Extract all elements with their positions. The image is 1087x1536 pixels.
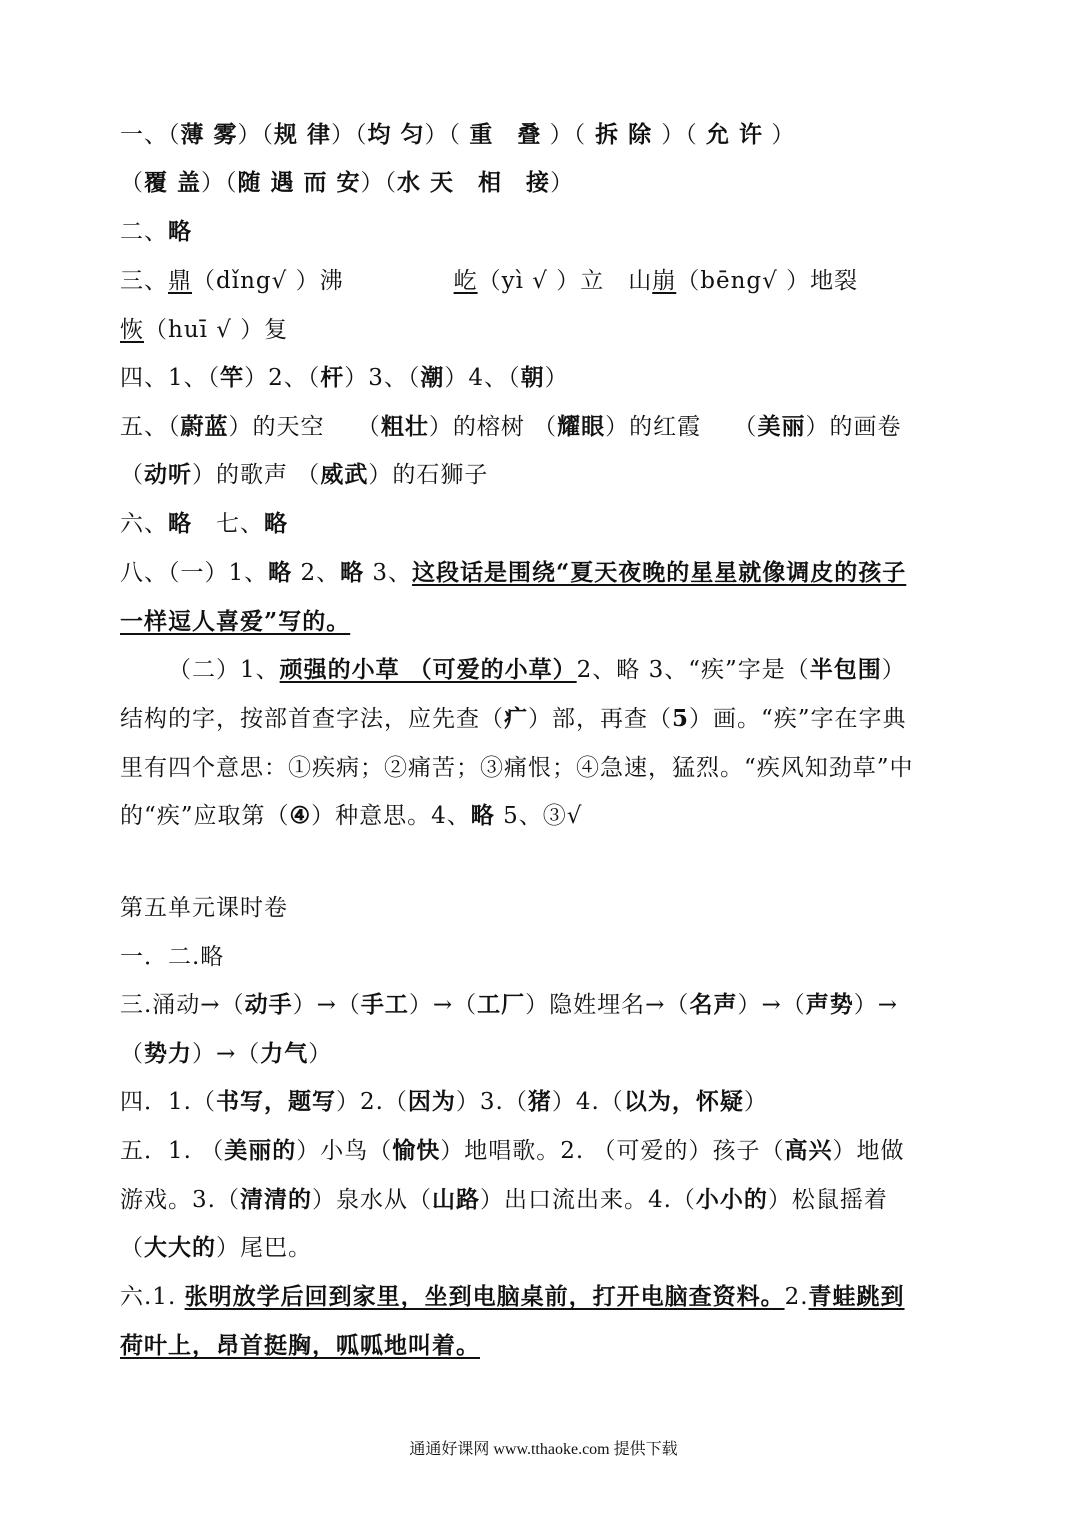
answer-text: 威武	[320, 461, 369, 488]
answer-underlined: 崩	[652, 268, 677, 294]
answer-text: 工厂	[477, 991, 526, 1018]
answer-text: 疒	[504, 705, 528, 732]
text-line	[120, 1039, 332, 1069]
text-segment: ）松鼠摇着	[767, 1187, 888, 1213]
answer-text: 均 匀	[367, 121, 425, 148]
text-segment: ）的天空 （	[228, 414, 381, 440]
text-segment: ）	[763, 122, 796, 148]
text-segment: ）（	[237, 122, 275, 148]
text-segment: 第五单元课时卷	[120, 895, 288, 921]
text-segment: 四．1.（	[120, 1089, 216, 1115]
text-segment: ）3.（	[455, 1089, 528, 1115]
text-line	[120, 893, 288, 923]
text-line	[120, 266, 858, 296]
text-line	[120, 217, 192, 247]
text-segment: （yì √ ）立 山	[477, 268, 653, 294]
answer-text: 允 许	[706, 121, 764, 148]
page-footer: 通通好课网 www.tthaoke.com 提供下载	[409, 1441, 678, 1458]
text-segment: 五、（	[120, 414, 181, 440]
answer-text: 大大的	[144, 1234, 216, 1261]
answer-text: 动手	[244, 991, 293, 1018]
answer-text: 动听	[144, 461, 192, 488]
answer-text: 略	[264, 510, 288, 537]
text-line	[120, 1331, 480, 1361]
answer-text: 书写，题写	[215, 1088, 336, 1115]
text-segment: 五．1. （	[120, 1138, 225, 1164]
text-segment: ）→（	[737, 992, 806, 1018]
text-segment: 六、	[120, 511, 168, 537]
answer-text: 手工	[360, 991, 409, 1018]
answer-text: 半包围	[809, 656, 882, 683]
answer-text: 规 律	[274, 121, 332, 148]
text-line	[120, 120, 795, 150]
text-line	[120, 607, 350, 637]
text-segment: 七、	[192, 511, 264, 537]
answer-text: 清清的	[239, 1186, 312, 1213]
text-segment: ）4、（	[444, 365, 521, 391]
answer-text: 名声	[689, 991, 738, 1018]
text-line	[120, 1136, 905, 1166]
text-segment: ）3、（	[344, 365, 421, 391]
answer-underlined: 青蛙跳到	[808, 1283, 905, 1310]
text-segment: ）画。“疾”字在字典	[689, 706, 907, 732]
text-segment: 游戏。3.（	[120, 1187, 240, 1213]
answer-text: 随 遇 而 安	[237, 169, 361, 196]
text-segment: 5、③√	[494, 803, 583, 829]
text-segment: （二）1、	[168, 657, 280, 683]
text-segment: 2、略 3、“疾”字是（	[576, 657, 810, 683]
text-segment: 一．二.略	[120, 944, 225, 970]
answer-text: 力气	[260, 1040, 309, 1067]
text-segment: ）4.（	[551, 1089, 624, 1115]
text-segment: 2.	[784, 1284, 809, 1310]
answer-underlined: 顽强的小草 （可爱的小草）	[279, 656, 577, 683]
text-segment: ）（	[541, 122, 587, 148]
answer-text: 粗壮	[380, 413, 429, 440]
text-segment: 3、	[364, 560, 413, 586]
text-segment: ）小鸟（	[296, 1138, 393, 1164]
answer-text: 覆 盖	[144, 169, 202, 196]
answer-text: 蔚蓝	[180, 413, 229, 440]
text-segment: 二、	[120, 219, 168, 245]
answer-text: 略	[340, 559, 365, 586]
answer-text: 杆	[320, 364, 345, 391]
answer-text: 势力	[144, 1040, 192, 1067]
text-segment: （dǐng√ ）沸	[192, 268, 344, 294]
answer-text: ④	[289, 802, 312, 829]
text-line	[120, 363, 569, 393]
text-segment: ）隐姓埋名→（	[525, 992, 690, 1018]
text-segment: 三、	[120, 268, 168, 294]
text-segment: ）尾巴。	[216, 1235, 312, 1261]
text-segment: 六.1.	[120, 1284, 185, 1310]
answer-text: 竿	[220, 364, 245, 391]
text-line	[120, 315, 288, 345]
answer-underlined: 荷叶上，昂首挺胸，呱呱地叫着。	[120, 1332, 480, 1359]
answer-underlined: 张明放学后回到家里，坐到电脑桌前，打开电脑查资料。	[184, 1283, 785, 1310]
text-segment: ）（	[360, 170, 398, 196]
text-segment: 八、（一）1、	[120, 560, 269, 586]
text-line	[120, 753, 914, 783]
answer-text: 高兴	[784, 1137, 833, 1164]
text-segment: ）	[544, 365, 569, 391]
text-segment: 的“疾”应取第（	[120, 803, 290, 829]
text-line	[168, 655, 906, 685]
answer-text: 略	[470, 802, 495, 829]
answer-text: 潮	[420, 364, 445, 391]
answer-text: 以为，怀疑	[623, 1088, 744, 1115]
text-line	[120, 558, 906, 588]
text-line	[120, 509, 288, 539]
text-segment: ）→（	[192, 1041, 261, 1067]
answer-text: 因为	[407, 1088, 456, 1115]
text-segment: ）	[881, 657, 906, 683]
text-segment: ）→（	[408, 992, 478, 1018]
text-segment: ）出口流出来。4.（	[479, 1187, 696, 1213]
text-segment: （	[120, 170, 144, 196]
answer-text: 薄 雾	[180, 121, 238, 148]
text-line	[120, 990, 898, 1020]
text-segment: ）（	[424, 122, 470, 148]
text-segment: ）2.（	[335, 1089, 408, 1115]
answer-text: 声势	[805, 991, 854, 1018]
answer-underlined: 一样逗人喜爱”写的。	[120, 608, 351, 635]
answer-text: 略	[268, 559, 293, 586]
text-segment: ）→（	[292, 992, 361, 1018]
answer-underlined: 这段话是围绕“夏天夜晚的星星就像调皮的孩子	[412, 559, 907, 586]
text-line	[120, 168, 574, 198]
answer-text: 略	[168, 510, 192, 537]
text-segment: ）地做	[832, 1138, 905, 1164]
text-segment: ）（	[201, 170, 238, 196]
text-line	[120, 412, 901, 442]
text-line	[120, 704, 907, 734]
text-line	[120, 942, 224, 972]
text-segment: ）→	[853, 992, 898, 1018]
answer-text: 水 天 相 接	[397, 169, 551, 196]
text-segment: ）（	[661, 122, 707, 148]
text-line	[120, 1282, 905, 1312]
text-segment: ）2、（	[244, 365, 321, 391]
text-segment: （huī √ ）复	[144, 317, 289, 343]
text-line	[120, 1087, 768, 1117]
text-segment: （	[120, 462, 144, 488]
text-segment: 结构的字，按部首查字法，应先查（	[120, 706, 504, 732]
text-segment: ）的榕树 （	[428, 414, 558, 440]
answer-text: 美丽的	[224, 1137, 297, 1164]
answer-underlined: 屹	[453, 268, 478, 294]
text-segment: ）部，再查（	[528, 706, 672, 732]
text-segment: ）	[308, 1041, 333, 1067]
text-segment: ）	[550, 170, 575, 196]
answer-text: 朝	[520, 364, 545, 391]
answer-text: 拆 除	[586, 121, 662, 148]
text-segment: （bēng√ ）地裂	[676, 268, 859, 294]
text-segment: 里有四个意思：①疾病；②痛苦；③痛恨；④急速，猛烈。“疾风知劲草”中	[120, 755, 914, 781]
text-segment: 2、	[292, 560, 341, 586]
answer-text: 5	[672, 705, 690, 732]
text-segment: （	[120, 1235, 144, 1261]
text-line	[120, 460, 488, 490]
answer-text: 略	[168, 218, 192, 245]
text-segment: 四、1、（	[120, 365, 221, 391]
text-segment: ）地唱歌。2. （可爱的）孩子（	[440, 1138, 785, 1164]
text-segment: ）的歌声 （	[192, 462, 321, 488]
answer-text: 耀眼	[557, 413, 606, 440]
text-line	[120, 1233, 312, 1263]
answer-text: 美丽	[757, 413, 806, 440]
text-segment: ）（	[331, 122, 368, 148]
answer-underlined: 鼎	[168, 268, 192, 294]
text-segment: ）泉水从（	[311, 1187, 432, 1213]
text-segment: 三.涌动→（	[120, 992, 245, 1018]
text-segment: ）	[743, 1089, 768, 1115]
text-segment: ）的画卷	[805, 414, 902, 440]
text-segment: 一、（	[120, 122, 181, 148]
answer-text: 愉快	[392, 1137, 441, 1164]
text-segment: ）种意思。4、	[311, 803, 471, 829]
text-line	[120, 1185, 888, 1215]
text-line	[120, 801, 582, 831]
text-segment: （	[120, 1041, 144, 1067]
text-segment: ）的石狮子	[368, 462, 489, 488]
answer-text: 小小的	[695, 1186, 768, 1213]
answer-underlined: 恢	[120, 317, 144, 343]
answer-text: 山路	[431, 1186, 480, 1213]
answer-text: 猪	[527, 1088, 552, 1115]
answer-text: 重 叠	[469, 121, 542, 148]
text-segment: ）的红霞 （	[605, 414, 758, 440]
